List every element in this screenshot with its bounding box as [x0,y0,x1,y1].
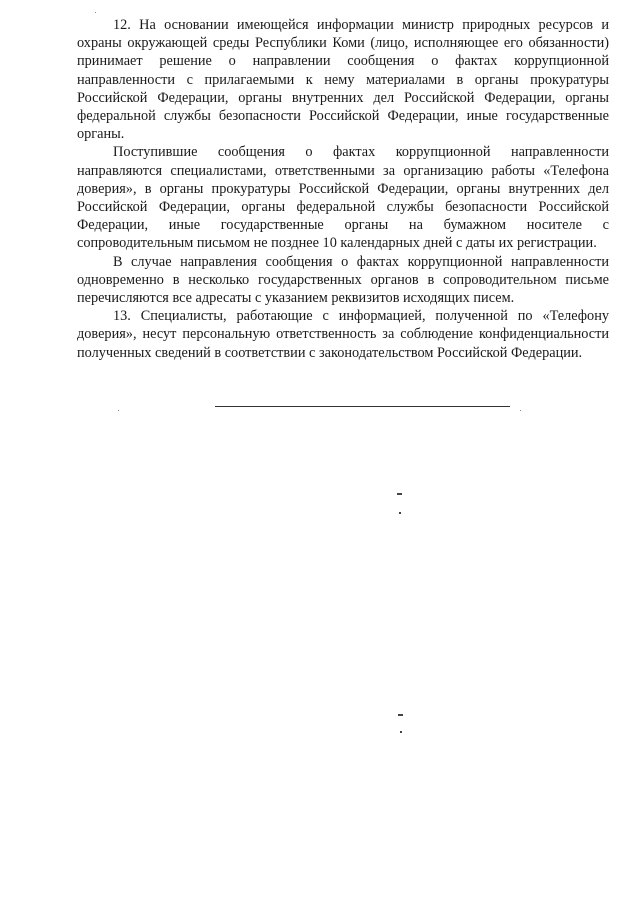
document-body [77,16,609,362]
scan-speck [520,410,521,411]
paragraph-13: 13. Специалисты, работающие с информацией, полученной по «Телефону доверия», несут персональную ответственность за соблюдение конфиденциальности полученных сведений в соответствии с законодательством Российской Федерации. [77,308,609,361]
paragraph-forwarding: Поступившие сообщения о фактах коррупционной направленности направляются специалистами, ответственными за организацию работы «Телефона доверия», в органы прокуратуры Российской Федерации, органы внутренних дел Российской Федерации, органы федеральной службы безопасности Российской Федерации, иные государственные органы на бумажном носителе с сопроводительным письмом не позднее 10 календарных дней с даты их регистрации. [77,144,609,252]
scan-speck [397,493,402,495]
paragraph-12: 12. На основании имеющейся информации министр природных ресурсов и охраны окружающей среды Республики Коми (лицо, исполняющее его обязанности) принимает решение о направлении сообщения о фактах коррупционной направленности с прилагаемыми к нему материалами в органы прокуратуры Российской Федерации, органы внутренних дел Российской Федерации, органы федеральной службы безопасности Российской Федерации, иные государственные органы. [77,17,609,143]
scan-speck [399,512,401,514]
scan-speck [398,714,403,716]
paragraph-multiple-recipients: В случае направления сообщения о фактах коррупционной направленности одновременно в несколько государственных органов в сопроводительном письме перечисляются все адресаты с указанием реквизитов исходящих писем. [77,253,609,307]
scan-speck [95,12,96,13]
closing-divider-line [215,406,510,407]
scan-speck [118,410,119,411]
scan-speck [400,731,402,733]
